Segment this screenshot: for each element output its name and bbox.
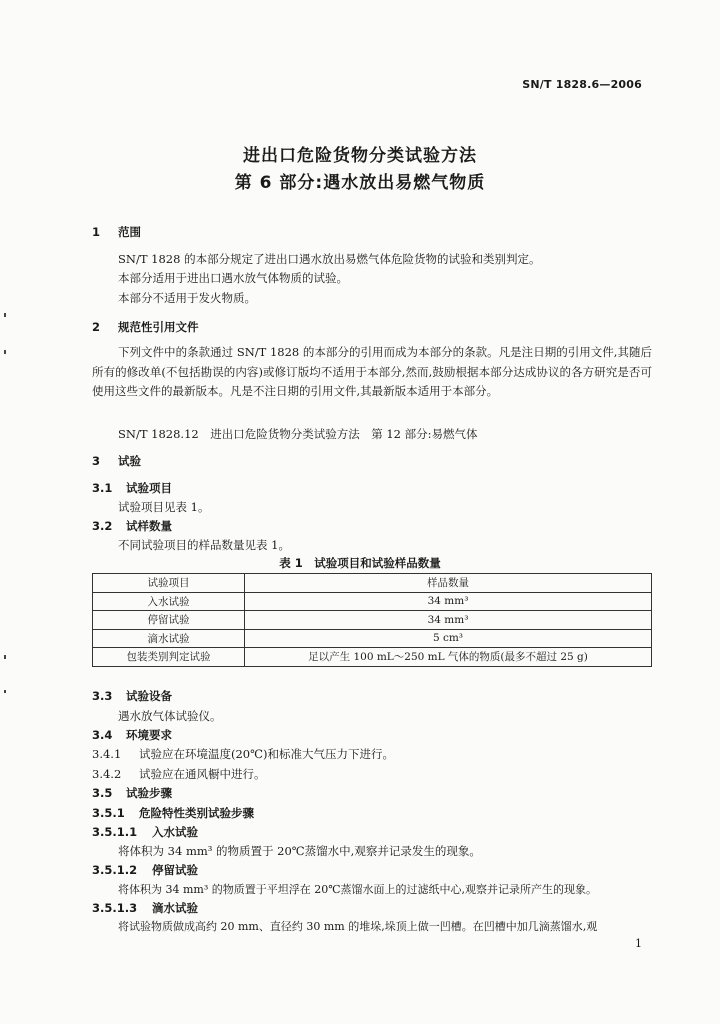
table-header-cell: 试验项目 bbox=[93, 574, 245, 593]
section-number: 3.2 bbox=[92, 519, 113, 533]
section-title: 范围 bbox=[118, 225, 141, 239]
subsection-3-1-heading bbox=[92, 480, 172, 496]
table-1-caption: 表 1 试验项目和试验样品数量 bbox=[279, 556, 441, 570]
section-number: 2 bbox=[92, 320, 101, 334]
section-1-heading bbox=[92, 224, 141, 240]
section-number: 3.5.1.3 bbox=[92, 901, 138, 915]
table-cell: 足以产生 100 mL～250 mL 气体的物质(最多不超过 25 g) bbox=[245, 648, 652, 667]
section-title: 规范性引用文件 bbox=[118, 320, 199, 334]
table-cell: 34 mm³ bbox=[245, 611, 652, 630]
normative-reference: SN/T 1828.12 进出口危险货物分类试验方法 第 12 部分:易燃气体 bbox=[118, 427, 478, 441]
title-line-1: 进出口危险货物分类试验方法 bbox=[243, 146, 477, 166]
paragraph: 遇水放气体试验仪。 bbox=[118, 709, 222, 723]
section-number: 3.4 bbox=[92, 728, 113, 742]
table-1 bbox=[92, 573, 652, 667]
section-number: 3.5.1.1 bbox=[92, 825, 138, 839]
table-row bbox=[93, 592, 652, 611]
paragraph: 试验项目见表 1。 bbox=[118, 500, 210, 514]
table-row bbox=[93, 611, 652, 630]
subsection-3-2-heading bbox=[92, 518, 172, 534]
table-cell: 停留试验 bbox=[93, 611, 245, 630]
clause-3-4-2 bbox=[92, 766, 266, 782]
section-title: 试验 bbox=[118, 454, 141, 468]
section-number: 1 bbox=[92, 225, 101, 239]
document-number: SN/T 1828.6—2006 bbox=[522, 78, 642, 91]
clause-number: 3.4.1 bbox=[92, 747, 122, 761]
section-title: 入水试验 bbox=[152, 825, 198, 839]
paragraph: 本部分不适用于发火物质。 bbox=[118, 291, 256, 305]
section-number: 3.5.1 bbox=[92, 806, 125, 820]
subsection-3-5-1-2-heading bbox=[92, 862, 198, 878]
subsection-3-5-1-1-heading bbox=[92, 824, 198, 840]
scan-mark bbox=[4, 313, 6, 317]
table-cell: 滴水试验 bbox=[93, 629, 245, 648]
paragraph: 本部分适用于进出口遇水放气体物质的试验。 bbox=[118, 271, 348, 285]
table-cell: 5 cm³ bbox=[245, 629, 652, 648]
subsection-3-5-1-heading bbox=[92, 805, 254, 821]
section-number: 3.5.1.2 bbox=[92, 863, 138, 877]
paragraph: 不同试验项目的样品数量见表 1。 bbox=[118, 538, 290, 552]
table-cell: 包装类别判定试验 bbox=[93, 648, 245, 667]
paragraph: 将体积为 34 mm³ 的物质置于平坦浮在 20℃蒸馏水面上的过滤纸中心,观察并记录所产生的现象。 bbox=[118, 883, 598, 896]
clause-text: 试验应在通风橱中进行。 bbox=[139, 767, 266, 781]
subsection-3-3-heading bbox=[92, 688, 172, 704]
section-number: 3.1 bbox=[92, 481, 113, 495]
section-title: 试样数量 bbox=[126, 519, 172, 533]
scan-mark bbox=[4, 655, 6, 659]
title-line-2: 第 6 部分:遇水放出易燃气物质 bbox=[234, 173, 486, 193]
paragraph: 将试验物质做成高约 20 mm、直径约 30 mm 的堆垛,垛顶上做一凹槽。在凹槽中加几滴蒸馏水,观 bbox=[118, 920, 598, 933]
section-title: 试验步骤 bbox=[126, 786, 172, 800]
table-cell: 34 mm³ bbox=[245, 592, 652, 611]
section-title: 滴水试验 bbox=[152, 901, 198, 915]
clause-text: 试验应在环境温度(20℃)和标准大气压力下进行。 bbox=[139, 747, 394, 761]
subsection-3-5-1-3-heading bbox=[92, 900, 198, 916]
subsection-3-4-heading bbox=[92, 727, 172, 743]
section-number: 3.3 bbox=[92, 689, 113, 703]
subsection-3-5-heading bbox=[92, 785, 172, 801]
section-title: 停留试验 bbox=[152, 863, 198, 877]
scan-mark bbox=[4, 690, 6, 693]
table-row bbox=[93, 648, 652, 667]
page-number: 1 bbox=[635, 937, 642, 950]
section-title: 环境要求 bbox=[126, 728, 172, 742]
section-title: 试验项目 bbox=[126, 481, 172, 495]
table-cell: 入水试验 bbox=[93, 592, 245, 611]
section-number: 3 bbox=[92, 454, 101, 468]
clause-number: 3.4.2 bbox=[92, 767, 122, 781]
section-title: 危险特性类别试验步骤 bbox=[139, 806, 254, 820]
clause-3-4-1 bbox=[92, 746, 394, 762]
section-number: 3.5 bbox=[92, 786, 113, 800]
section-2-heading bbox=[92, 319, 199, 335]
section-title: 试验设备 bbox=[126, 689, 172, 703]
paragraph: SN/T 1828 的本部分规定了进出口遇水放出易燃气体危险货物的试验和类别判定。 bbox=[118, 252, 541, 266]
section-3-heading bbox=[92, 453, 141, 469]
table-header-row bbox=[93, 574, 652, 593]
scan-mark bbox=[4, 350, 6, 354]
table-row bbox=[93, 629, 652, 648]
paragraph: 下列文件中的条款通过 SN/T 1828 的本部分的引用而成为本部分的条款。凡是注日期的引用文件,其随后所有的修改单(不包括勘误的内容)或修订版均不适用于本部分,然而,鼓励根据本部分达成协议的各方研究是否可使用这些文件的最新版本。凡是不注日期的引用文件,其最新版本适用于本部分。 bbox=[92, 345, 652, 398]
paragraph: 将体积为 34 mm³ 的物质置于 20℃蒸馏水中,观察并记录发生的现象。 bbox=[118, 844, 481, 858]
table-header-cell: 样品数量 bbox=[245, 574, 652, 593]
